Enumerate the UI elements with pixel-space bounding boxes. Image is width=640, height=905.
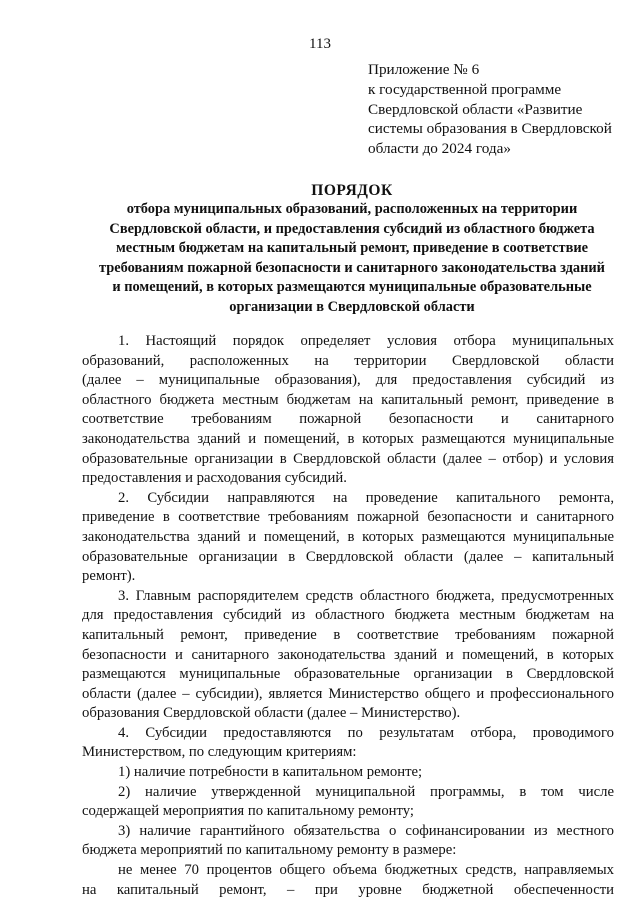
criterion-3-line: 3) наличие гарантийного обязательства о софинансировании из местного [118,822,614,839]
criterion-1-line: 1) наличие потребности в капитальном ремонте; [118,764,423,781]
paragraph-1-line: образовательные организации в Свердловской области (далее – отбор) и условия [82,450,614,467]
paragraph-2-line: приведение в соответствие требованиям пожарной безопасности и санитарного [82,509,614,526]
appendix-line: Свердловской области «Развитие [368,100,583,118]
appendix-line: к государственной программе [368,80,562,98]
criterion-3-sub-line: не менее 70 процентов общего объема бюджетных средств, направляемых [118,862,614,879]
appendix-line: Приложение № 6 [368,61,480,78]
paragraph-3-line: образования Свердловской области (далее – Министерство). [82,705,461,722]
paragraph-3-line: 3. Главным распорядителем средств областного бюджета, предусмотренных [118,587,614,604]
subtitle-line: требованиям пожарной безопасности и санитарного законодательства зданий [99,259,605,276]
paragraph-1-line: областного бюджета местным бюджетам на капитальный ремонт, приведение в [82,391,614,408]
paragraph-1-line: предоставления и расходования субсидий. [82,470,347,487]
paragraph-4-line: 4. Субсидии предоставляются по результатам отбора, проводимого [118,724,614,741]
paragraph-2-line: образовательные организации в Свердловской области (далее – капитальный [82,548,614,565]
paragraph-1-line: соответствие требованиям пожарной безопасности и санитарного [82,411,614,428]
criterion-2-line: содержащей мероприятия по капитальному ремонту; [82,803,414,820]
appendix-line: области до 2024 года» [368,140,511,158]
criterion-3-line: бюджета мероприятий по капитальному ремонту в размере: [82,842,457,859]
paragraph-1-line: 1. Настоящий порядок определяет условия отбора муниципальных [118,333,614,349]
paragraph-2-line: 2. Субсидии направляются на проведение капитального ремонта, [118,489,614,506]
document-body [82,332,614,900]
appendix-header [368,60,630,159]
paragraph-4-line: Министерством, по следующим критериям: [82,744,357,761]
criterion-3-sub-line: на капитальный ремонт, – при уровне бюджетной обеспеченности [82,881,614,898]
paragraph-3-line: капитальный ремонт, приведение в соответствие требованиям пожарной [82,626,614,643]
paragraph-3-line: области (далее – субсидии), является Министерство общего и профессионального [82,685,614,702]
paragraph-3-line: для предоставления субсидий из областного бюджета местным бюджетам на [82,607,614,624]
paragraph-2-line: ремонт). [82,568,136,585]
paragraph-1-line: (далее – муниципальные образования), для предоставления субсидий из [82,372,614,389]
criterion-2-line: 2) наличие утвержденной муниципальной программы, в том числе [118,783,614,800]
paragraph-3-line: размещаются муниципальные образовательные организации в Свердловской [82,666,614,683]
paragraph-1-line: законодательства зданий и помещений, в которых размещаются муниципальные [82,430,614,447]
subtitle-line: организации в Свердловской области [229,298,475,315]
subtitle-line: местным бюджетам на капитальный ремонт, приведение в соответствие [115,240,589,256]
paragraph-3-line: безопасности и санитарного законодательства зданий и помещений, в которых [82,646,614,663]
subtitle-line: отбора муниципальных образований, расположенных на территории [126,201,578,217]
paragraph-1-line: образований, расположенных на территории Свердловской области [82,352,614,369]
appendix-line: системы образования в Свердловской [368,120,612,138]
title-subtitle [74,200,630,317]
title-heading: ПОРЯДОК [311,182,393,199]
subtitle-line: Свердловской области, и предоставления субсидий из областного бюджета [109,220,595,237]
page-number: 113 [309,36,331,52]
paragraph-2-line: законодательства зданий и помещений, в которых размещаются муниципальные [82,528,614,545]
subtitle-line: и помещений, в которых размещаются муниципальные образовательные [112,279,592,295]
document-title [74,181,630,317]
